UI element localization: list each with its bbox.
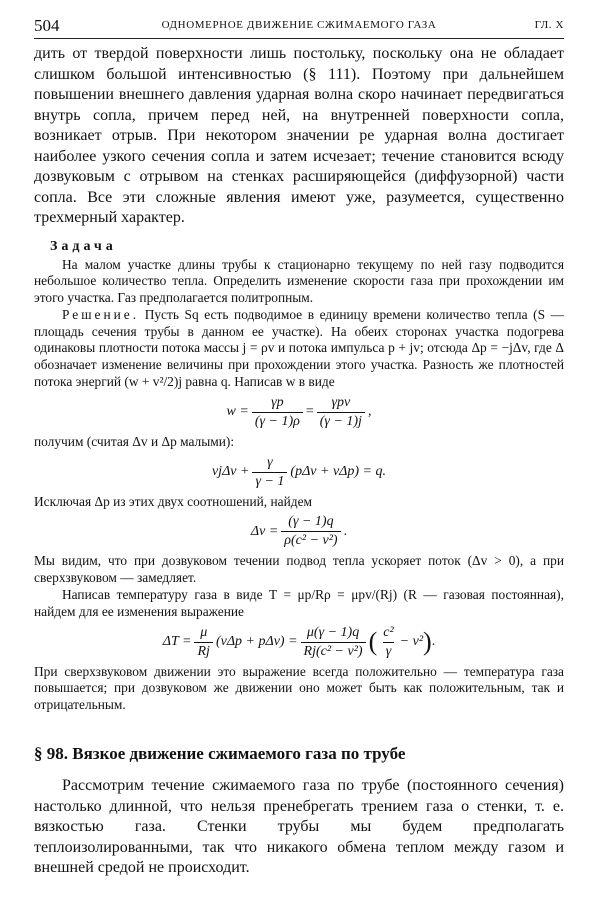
problem-heading: Задача [50, 238, 117, 254]
formula-enthalpy [34, 395, 564, 430]
formula1-tail: , [367, 404, 372, 420]
text-after-formula3: Мы видим, что при дозвуковом течении подвод тепла ускоряет поток (Δv > 0), а при сверхзвуковом — замедляет. [34, 553, 564, 586]
formula3-f-den: ρ(c² − v²) [281, 531, 340, 549]
formula1-fraction1 [252, 395, 303, 430]
formula4-mid: (vΔp + pΔv) = [215, 634, 298, 650]
formula4-fraction1 [194, 625, 212, 660]
formula4-minus: − v² [399, 634, 424, 650]
formula4-f3-num: c² [383, 624, 394, 640]
formula4-f2-num: μ(γ − 1)q [306, 624, 360, 640]
solution-paragraph [34, 307, 564, 391]
text-after-formula1: получим (считая Δv и Δp малыми): [34, 433, 235, 449]
formula4-f1-den: Rj [194, 642, 212, 660]
formula4-left-paren: ( [368, 627, 378, 657]
formula4-tail: . [431, 634, 436, 650]
formula2-lhs: vjΔv + [211, 464, 250, 480]
formula2-f-den: γ − 1 [252, 472, 287, 490]
formula3-f-num: (γ − 1)q [288, 514, 334, 530]
section-paragraph: Рассмотрим течение сжимаемого газа по трубе (постоянного сечения) настолько длинной, что нельзя пренебрегать трением газа о стенки, т. е. вязкостью газа. Стенки трубы мы будем предполагать теплоизолированными, так что никакого обмена теплом между газом и внешней средой не происходит. [34, 777, 564, 877]
formula3-fraction [281, 514, 340, 549]
formula-energy [34, 455, 564, 490]
formula2-fraction [252, 455, 287, 490]
chapter-label: ГЛ. X [534, 19, 564, 31]
running-title: ОДНОМЕРНОЕ ДВИЖЕНИЕ СЖИМАЕМОГО ГАЗА [161, 19, 437, 31]
page-body [34, 44, 564, 879]
running-header [34, 12, 564, 39]
formula4-right-paren: ) [423, 627, 432, 657]
formula3-tail: . [343, 523, 348, 539]
formula4-fraction3 [380, 625, 396, 660]
formula-delta-v [34, 514, 564, 549]
text-after-formula2: Исключая Δp из этих двух соотношений, найдем [34, 493, 312, 509]
formula4-f1-num: μ [200, 624, 208, 640]
formula1-eq: = [305, 404, 314, 420]
formula3-lhs: Δv = [250, 523, 279, 539]
formula4-f2-den: Rj(c² − v²) [301, 642, 366, 660]
formula4-fraction2 [301, 625, 366, 660]
page-number: 504 [34, 16, 60, 35]
section-title: § 98. Вязкое движение сжимаемого газа по трубе [34, 744, 406, 764]
temperature-paragraph: Написав температуру газа в виде T = μp/Rρ = μpv/(Rj) (R — газовая постоянная), найдем для ее изменения выражение [34, 587, 564, 619]
solution-text: Пусть Sq есть подводимое в единицу времени количество тепла (S — площадь сечения трубы в данном ее участке). На обеих сторонах участка подогрева одинаковы плотности потока массы j = ρv и потока импульса p + jv; отсюда Δp = −jΔv, где Δ обозначает изменение величины при прохождении этого участка. Разность же плотностей потока энергий (w + v²/2)j равна q. Написав w в виде [34, 306, 564, 390]
formula2-rhs: (pΔv + vΔp) = q. [290, 464, 387, 480]
formula1-f1-den: (γ − 1)ρ [252, 412, 303, 430]
problem-text: На малом участке длины трубы к стационарно текущему по ней газу подводится небольшое количество тепла. Определить изменение скорости газа при прохождении им этого участка. Газ предполагается политропным. [34, 256, 564, 306]
formula1-fraction2 [317, 395, 365, 430]
formula1-f2-den: (γ − 1)j [317, 412, 365, 430]
formula2-f-num: γ [267, 454, 273, 470]
formula4-f3-den: γ [383, 642, 395, 660]
formula-delta-t [34, 625, 564, 660]
final-paragraph: При сверхзвуковом движении это выражение всегда положительно — температура газа повышается; при дозвуковом же движении оно может быть как положительным, так и отрицательным. [34, 663, 564, 713]
formula1-f2-num: γpv [331, 394, 351, 410]
formula1-f1-num: γp [271, 394, 284, 410]
formula1-lhs: w = [226, 404, 249, 420]
intro-paragraph: дить от твердой поверхности лишь постольку, поскольку она не обладает слишком большой интенсивностью (§ 111). Поэтому при дальнейшем повышении внешнего давления ударная волна скоро начинает передвигаться внутрь сопла, причем перед ней, на внутренней поверхности сопла, возникает отрыв. При некотором значении pe ударная волна достигает наиболее узкого сечения сопла и затем исчезает; течение становится всюду дозвуковым с отрывом на стенках расширяющейся (диффузорной) части сопла. Все эти сложные явления имеют уже, разумеется, существенно трехмерный характер. [34, 45, 564, 226]
solution-label: Решение. [62, 306, 140, 322]
formula4-lhs: ΔT = [162, 634, 192, 650]
